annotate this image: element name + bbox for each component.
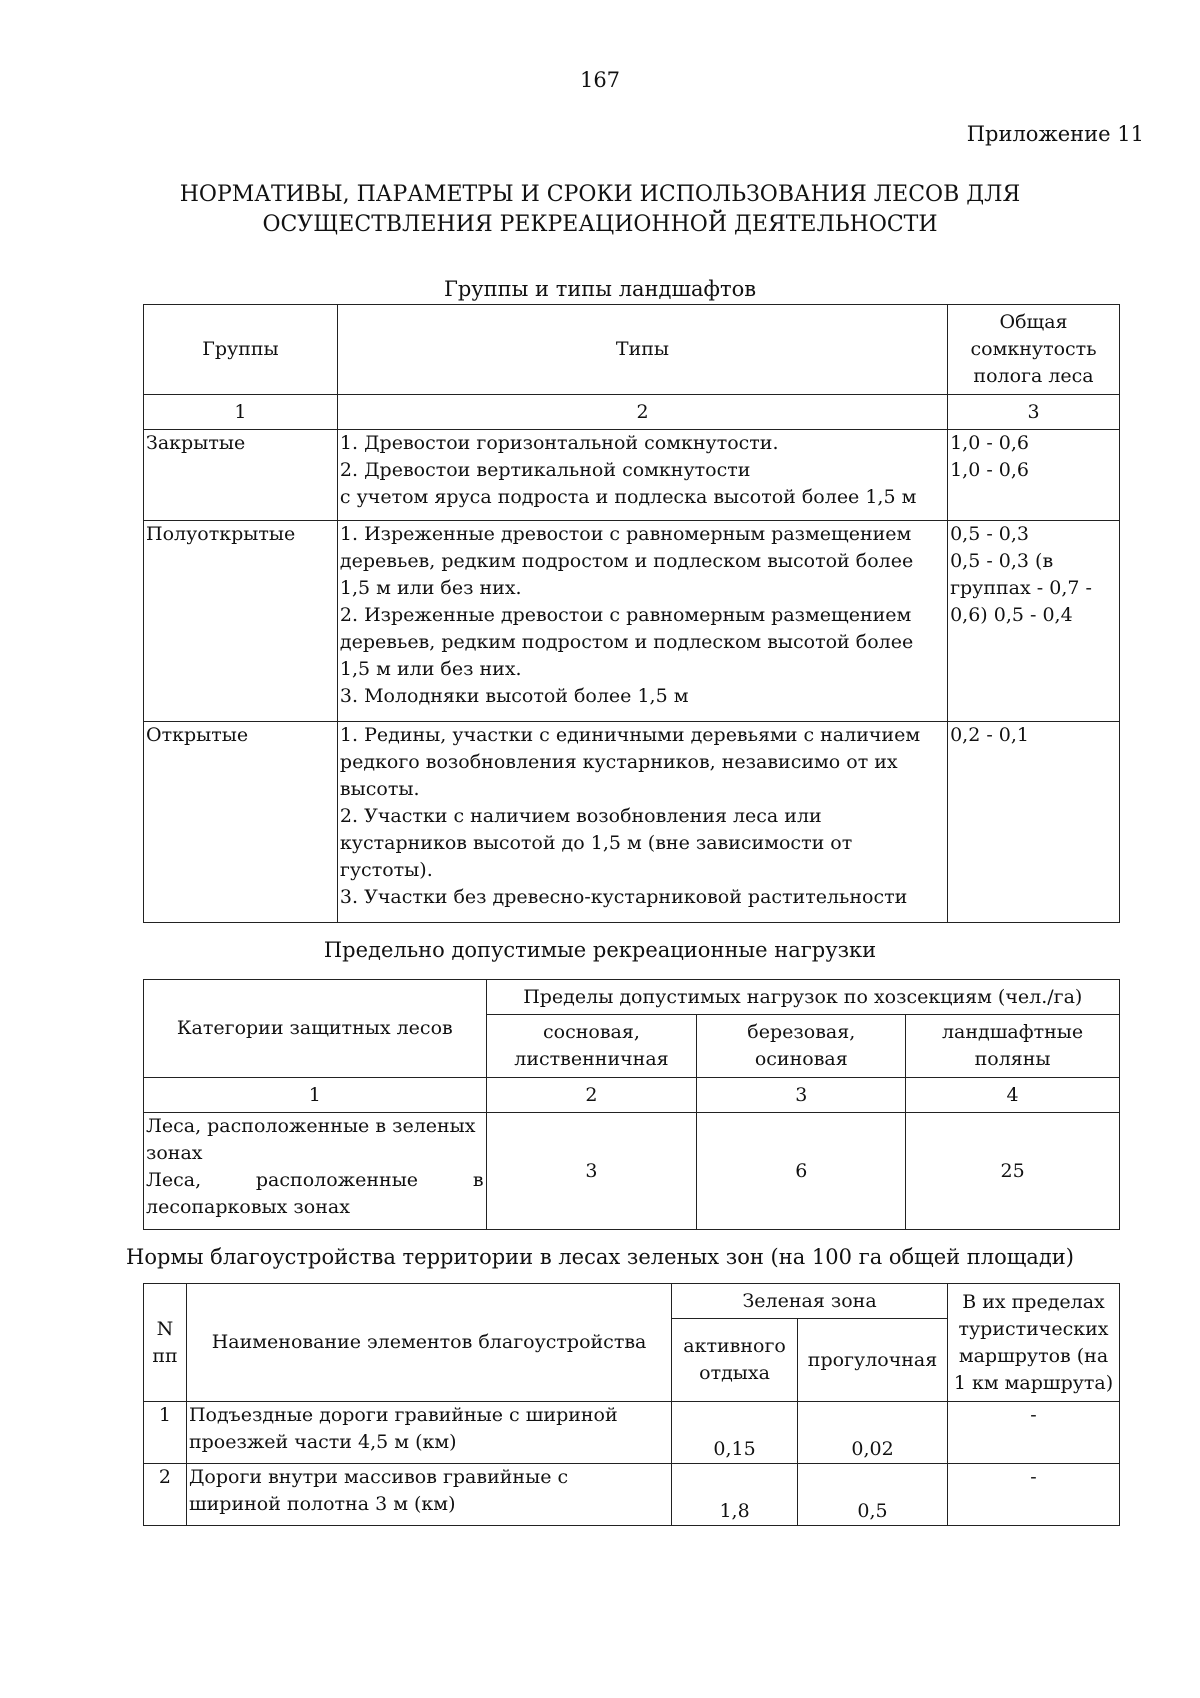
active-value: 0,15: [672, 1402, 798, 1464]
closeness-cell: [948, 430, 1120, 521]
landscapes-table: [143, 304, 1120, 923]
header-closeness-line: сомкнутость: [970, 338, 1097, 360]
birch-value: 6: [697, 1113, 906, 1230]
table-row: [144, 722, 1120, 923]
types-line: 1. Редины, участки с единичными деревьями с наличием: [339, 724, 921, 746]
element-name-line: проезжей части 4,5 м (км): [188, 1431, 457, 1453]
element-name: [186, 1402, 671, 1464]
closeness-line: 0,5 - 0,3: [950, 523, 1029, 545]
header-routes: [948, 1284, 1120, 1402]
walking-value: 0,02: [798, 1402, 948, 1464]
types-line: высоты.: [339, 778, 420, 800]
category-line: Леса, расположенные в: [146, 1169, 484, 1191]
header-closeness: [948, 305, 1120, 395]
table-row: [144, 1078, 1120, 1113]
types-line: 3. Участки без древесно-кустарниковой растительности: [339, 886, 908, 908]
types-cell: [337, 430, 947, 521]
types-line: 1. Изреженные древостои с равномерным размещением: [339, 523, 912, 545]
table-row: [144, 1284, 1120, 1319]
header-routes-line: туристических: [958, 1317, 1109, 1340]
glades-value: 25: [906, 1113, 1120, 1230]
table-row: [144, 395, 1120, 430]
table-row: [144, 430, 1120, 521]
closeness-line: 0,5 - 0,3 (в: [950, 550, 1054, 572]
element-name-line: шириной полотна 3 м (км): [188, 1493, 456, 1515]
title-line-2: ОСУЩЕСТВЛЕНИЯ РЕКРЕАЦИОННОЙ ДЕЯТЕЛЬНОСТИ: [262, 212, 938, 237]
element-name-line: Дороги внутри массивов гравийные с: [188, 1466, 569, 1488]
header-birch-line: березовая,: [747, 1021, 856, 1043]
element-name: [186, 1464, 671, 1526]
types-line: деревьев, редким подростом и подлеском высотой более: [339, 631, 914, 653]
column-number: 1: [144, 395, 338, 430]
category-cell: [144, 1113, 487, 1230]
header-limits: Пределы допустимых нагрузок по хозсекциям (чел./га): [486, 980, 1119, 1015]
types-line: деревьев, редким подростом и подлеском высотой более: [339, 550, 914, 572]
header-walking: прогулочная: [798, 1319, 948, 1402]
types-cell: [337, 722, 947, 923]
header-num: [144, 1284, 187, 1402]
header-routes-line: В их пределах: [962, 1290, 1105, 1313]
table-row: [144, 521, 1120, 722]
group-cell: Открытые: [144, 722, 338, 923]
amenities-table: [143, 1283, 1120, 1526]
types-line: кустарников высотой до 1,5 м (вне зависимости от: [339, 832, 853, 854]
types-line: 2. Участки с наличием возобновления леса или: [339, 805, 822, 827]
loads-table: [143, 979, 1120, 1230]
types-line: 2. Изреженные древостои с равномерным размещением: [339, 604, 912, 626]
column-number: 2: [337, 395, 947, 430]
header-closeness-line: Общая: [999, 311, 1068, 333]
category-line: Леса, расположенные в зеленых: [146, 1115, 476, 1137]
group-cell: Полуоткрытые: [144, 521, 338, 722]
header-groups: Группы: [144, 305, 338, 395]
types-line: с учетом яруса подроста и подлеска высотой более 1,5 м: [339, 486, 917, 508]
types-line: редкого возобновления кустарников, независимо от их: [339, 751, 898, 773]
header-pine-line: сосновая,: [543, 1021, 640, 1043]
category-line: лесопарковых зонах: [146, 1196, 350, 1218]
header-types: Типы: [337, 305, 947, 395]
closeness-line: 1,0 - 0,6: [950, 432, 1029, 454]
header-glades-line: поляны: [974, 1048, 1051, 1070]
table-row: [144, 980, 1120, 1015]
types-line: 1,5 м или без них.: [339, 658, 522, 680]
table-row: [144, 1464, 1120, 1526]
table-row: [144, 1113, 1120, 1230]
types-line: 1. Древостои горизонтальной сомкнутости.: [339, 432, 779, 454]
closeness-cell: [948, 722, 1120, 923]
title-line-1: НОРМАТИВЫ, ПАРАМЕТРЫ И СРОКИ ИСПОЛЬЗОВАНИЯ ЛЕСОВ ДЛЯ: [179, 182, 1021, 207]
types-line: 1,5 м или без них.: [339, 577, 522, 599]
appendix-label: Приложение 11: [966, 122, 1144, 146]
column-number: 4: [906, 1078, 1120, 1113]
closeness-cell: [948, 521, 1120, 722]
landscapes-caption: Группы и типы ландшафтов: [443, 277, 757, 301]
header-glades: [906, 1015, 1120, 1078]
header-birch: [697, 1015, 906, 1078]
header-glades-line: ландшафтные: [941, 1021, 1084, 1043]
header-num-line: N: [156, 1317, 174, 1340]
header-closeness-line: полога леса: [973, 365, 1094, 387]
amenities-caption: Нормы благоустройства территории в лесах зеленых зон (на 100 га общей площади): [126, 1245, 1074, 1269]
closeness-line: группах - 0,7 -: [950, 577, 1092, 599]
column-number: 1: [144, 1078, 487, 1113]
header-green-zone: Зеленая зона: [672, 1284, 948, 1319]
page-title: [100, 180, 1100, 240]
header-active-line: активного: [683, 1335, 786, 1357]
column-number: 3: [697, 1078, 906, 1113]
header-active-line: отдыха: [699, 1362, 770, 1384]
table-row: [144, 1402, 1120, 1464]
header-routes-line: маршрутов (на: [958, 1344, 1109, 1367]
pine-value: 3: [486, 1113, 697, 1230]
header-category: Категории защитных лесов: [144, 980, 487, 1078]
closeness-line: 0,2 - 0,1: [950, 724, 1029, 746]
column-number: 2: [486, 1078, 697, 1113]
types-line: 3. Молодняки высотой более 1,5 м: [339, 685, 689, 707]
group-cell: Закрытые: [144, 430, 338, 521]
closeness-line: 1,0 - 0,6: [950, 459, 1029, 481]
closeness-line: 0,6) 0,5 - 0,4: [950, 604, 1073, 626]
element-name-line: Подъездные дороги гравийные с шириной: [188, 1404, 618, 1426]
header-birch-line: осиновая: [754, 1048, 848, 1070]
page-number: 167: [579, 68, 621, 92]
row-number: 2: [144, 1464, 187, 1526]
header-num-line: пп: [152, 1344, 178, 1367]
header-routes-line: 1 км маршрута): [953, 1371, 1114, 1394]
types-line: 2. Древостои вертикальной сомкнутости: [339, 459, 751, 481]
loads-caption: Предельно допустимые рекреационные нагрузки: [323, 938, 877, 962]
types-line: густоты).: [339, 859, 433, 881]
header-name: Наименование элементов благоустройства: [186, 1284, 671, 1402]
routes-value: -: [948, 1402, 1120, 1464]
types-cell: [337, 521, 947, 722]
active-value: 1,8: [672, 1464, 798, 1526]
header-pine-line: лиственничная: [514, 1048, 669, 1070]
header-pine: [486, 1015, 697, 1078]
routes-value: -: [948, 1464, 1120, 1526]
column-number: 3: [948, 395, 1120, 430]
walking-value: 0,5: [798, 1464, 948, 1526]
row-number: 1: [144, 1402, 187, 1464]
category-line: зонах: [146, 1142, 203, 1164]
header-active: [672, 1319, 798, 1402]
table-row: [144, 305, 1120, 395]
